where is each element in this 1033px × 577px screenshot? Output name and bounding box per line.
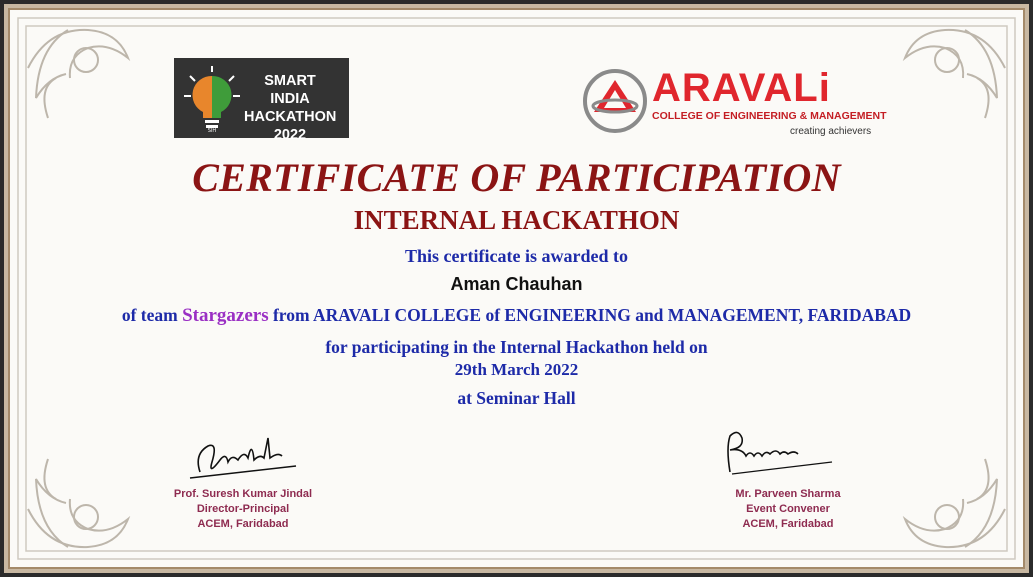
team-prefix: of team	[121, 305, 178, 325]
signature-jindal	[188, 432, 298, 482]
signatory-convener	[698, 487, 878, 532]
corner-ornament-bottom-left	[28, 459, 128, 547]
lightbulb-brain-icon	[182, 64, 242, 134]
certificate	[8, 8, 1025, 569]
corner-ornament-bottom-right	[905, 459, 1005, 547]
team-suffix: from ARAVALI COLLEGE of ENGINEERING and MANAGEMENT, FARIDABAD	[272, 305, 912, 325]
signatory-org: ACEM, Faridabad	[742, 518, 834, 530]
event-date: 29th March 2022	[454, 360, 579, 379]
aravali-logo	[582, 64, 887, 152]
corner-ornament-top-left	[28, 30, 128, 118]
sih-line1: SMART INDIA	[264, 73, 316, 107]
event-venue: at Seminar Hall	[457, 388, 576, 408]
sih-line2: HACKATHON	[244, 109, 337, 125]
signature-parveen	[716, 428, 836, 478]
aravali-name: ARAVALi	[652, 66, 831, 110]
signatory-org: ACEM, Faridabad	[197, 518, 289, 530]
participation-line: for participating in the Internal Hackathon held on	[325, 337, 708, 357]
signatory-principal	[158, 487, 328, 532]
signatory-role: Director-Principal	[196, 503, 290, 515]
sih-text	[244, 72, 336, 144]
certificate-subtitle: INTERNAL HACKATHON	[353, 205, 680, 235]
aravali-tagline: creating achievers	[790, 126, 872, 137]
svg-text:SIH: SIH	[207, 128, 217, 134]
aravali-emblem-icon	[582, 68, 648, 134]
awarded-to-text: This certificate is awarded to	[405, 246, 628, 266]
team-name: Stargazers	[182, 305, 269, 326]
corner-ornament-top-right	[905, 30, 1005, 118]
sih-logo	[174, 58, 349, 143]
signatory-name: Prof. Suresh Kumar Jindal	[173, 488, 313, 500]
certificate-title: CERTIFICATE OF PARTICIPATION	[192, 155, 841, 200]
sih-line3: 2022	[273, 127, 307, 143]
recipient-name: Aman Chauhan	[450, 274, 583, 294]
team-line	[8, 305, 1025, 327]
signatory-name: Mr. Parveen Sharma	[735, 488, 841, 500]
aravali-subtitle: COLLEGE OF ENGINEERING & MANAGEMENT	[652, 110, 887, 122]
signatory-role: Event Convener	[746, 503, 830, 515]
